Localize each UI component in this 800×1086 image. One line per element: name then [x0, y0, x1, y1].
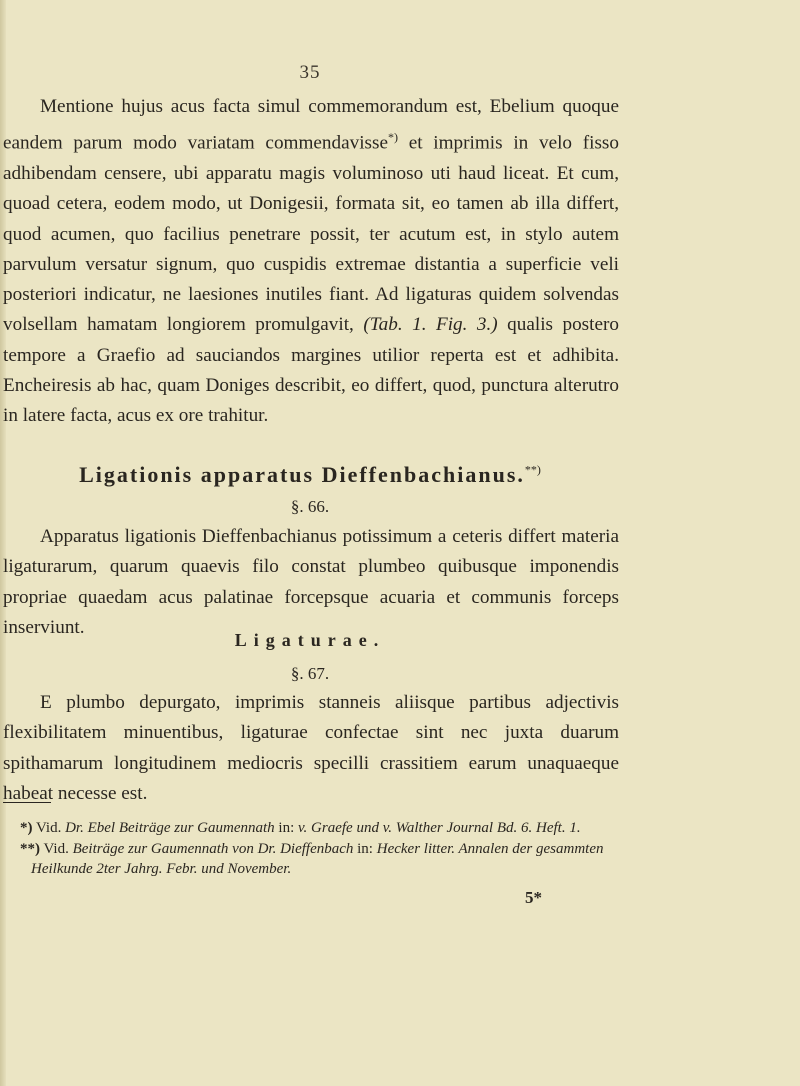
- section-mark-66: §. 66.: [290, 497, 330, 516]
- paragraph-text-part3: qualis postero tempore a Graefio ad sauciandos margines utilior reperta est et adhibita. Encheiresis ab hac, quam Doniges describit, eo differt, quod, punctura alterutro in latere facta, acus ex ore trahitur.: [3, 314, 619, 427]
- paragraph-text: Apparatus ligationis Dieffenbachianus potissimum a ceteris differt materia ligaturarum, quarum quaevis filo constat plumbeo quibusque imponendis propriae quaedam acus palatinae forcepsque acuaria et communis forceps inserviunt.: [3, 526, 619, 638]
- figure-reference: (Tab. 1. Fig. 3.): [363, 314, 498, 336]
- paragraph-text: [3, 92, 619, 432]
- section-heading-title: Ligationis apparatus Dieffenbachianus.: [79, 462, 525, 487]
- paragraph-section-67: [3, 688, 619, 809]
- footnote-vid: Vid.: [43, 841, 69, 857]
- paragraph-text: E plumbo depurgato, imprimis stanneis aliisque partibus adjectivis flexibilitatem minuentibus, ligaturae confectae sint nec juxta duarum spithamarum longitudinem mediocris specilli crassitiem earum unaquaeque habeat necesse est.: [3, 692, 619, 804]
- footnote-title: Beiträge zur Gaumennath von Dr. Dieffenbach: [72, 841, 354, 857]
- footnotes: [20, 818, 620, 880]
- footnote-mark: **): [20, 841, 40, 857]
- footnote-in: in:: [357, 841, 373, 857]
- footnote-in: in:: [278, 820, 295, 836]
- section-mark-67: §. 67.: [290, 664, 330, 683]
- paragraph-text-part2: et imprimis in velo fisso adhibendam censere, ubi apparatu magis voluminoso uti haud liceat. Et cum, quoad cetera, eodem modo, ut Donigesii, formata sit, eo tamen ab illa differt, quod acumen, quo facilius penetrare possit, ter acutum est, in stylo autem parvulum versatur signum, quo cuspidis extremae distantia a superficie veli posteriori indicatur, ne laesiones inutiles fiant. Ad ligaturas quidem solvendas volsellam hamatam longiorem promulgavit,: [3, 132, 619, 336]
- footnote-source: Hecker litter. Annalen der gesammten Heilkunde 2ter Jahrg. Febr. und November.: [31, 841, 604, 877]
- footnote-reference-1[interactable]: *): [387, 130, 398, 145]
- footnote-1: [20, 818, 620, 838]
- subheading-ligaturae: Ligaturae.: [234, 630, 386, 650]
- printer-signature-mark: 5*: [525, 888, 542, 907]
- footnote-divider: [3, 802, 51, 803]
- paragraph-section-66: [3, 522, 619, 643]
- footnote-title: Dr. Ebel Beiträge zur Gaumennath: [65, 820, 275, 836]
- footnote-2: [20, 839, 620, 879]
- page-number: 35: [299, 62, 321, 83]
- section-heading: [0, 462, 620, 488]
- paragraph-text-part1: Mentione hujus acus facta simul commemorandum est, Ebelium quoque eandem parum modo variatam commendavisse: [3, 96, 619, 154]
- footnote-source: v. Graefe und v. Walther Journal Bd. 6. Heft. 1.: [298, 820, 581, 836]
- footnote-mark: *): [20, 820, 33, 836]
- footnote-reference-2[interactable]: **): [524, 462, 541, 477]
- footnote-vid: Vid.: [35, 820, 62, 836]
- paragraph-ebel-needle: [3, 92, 619, 432]
